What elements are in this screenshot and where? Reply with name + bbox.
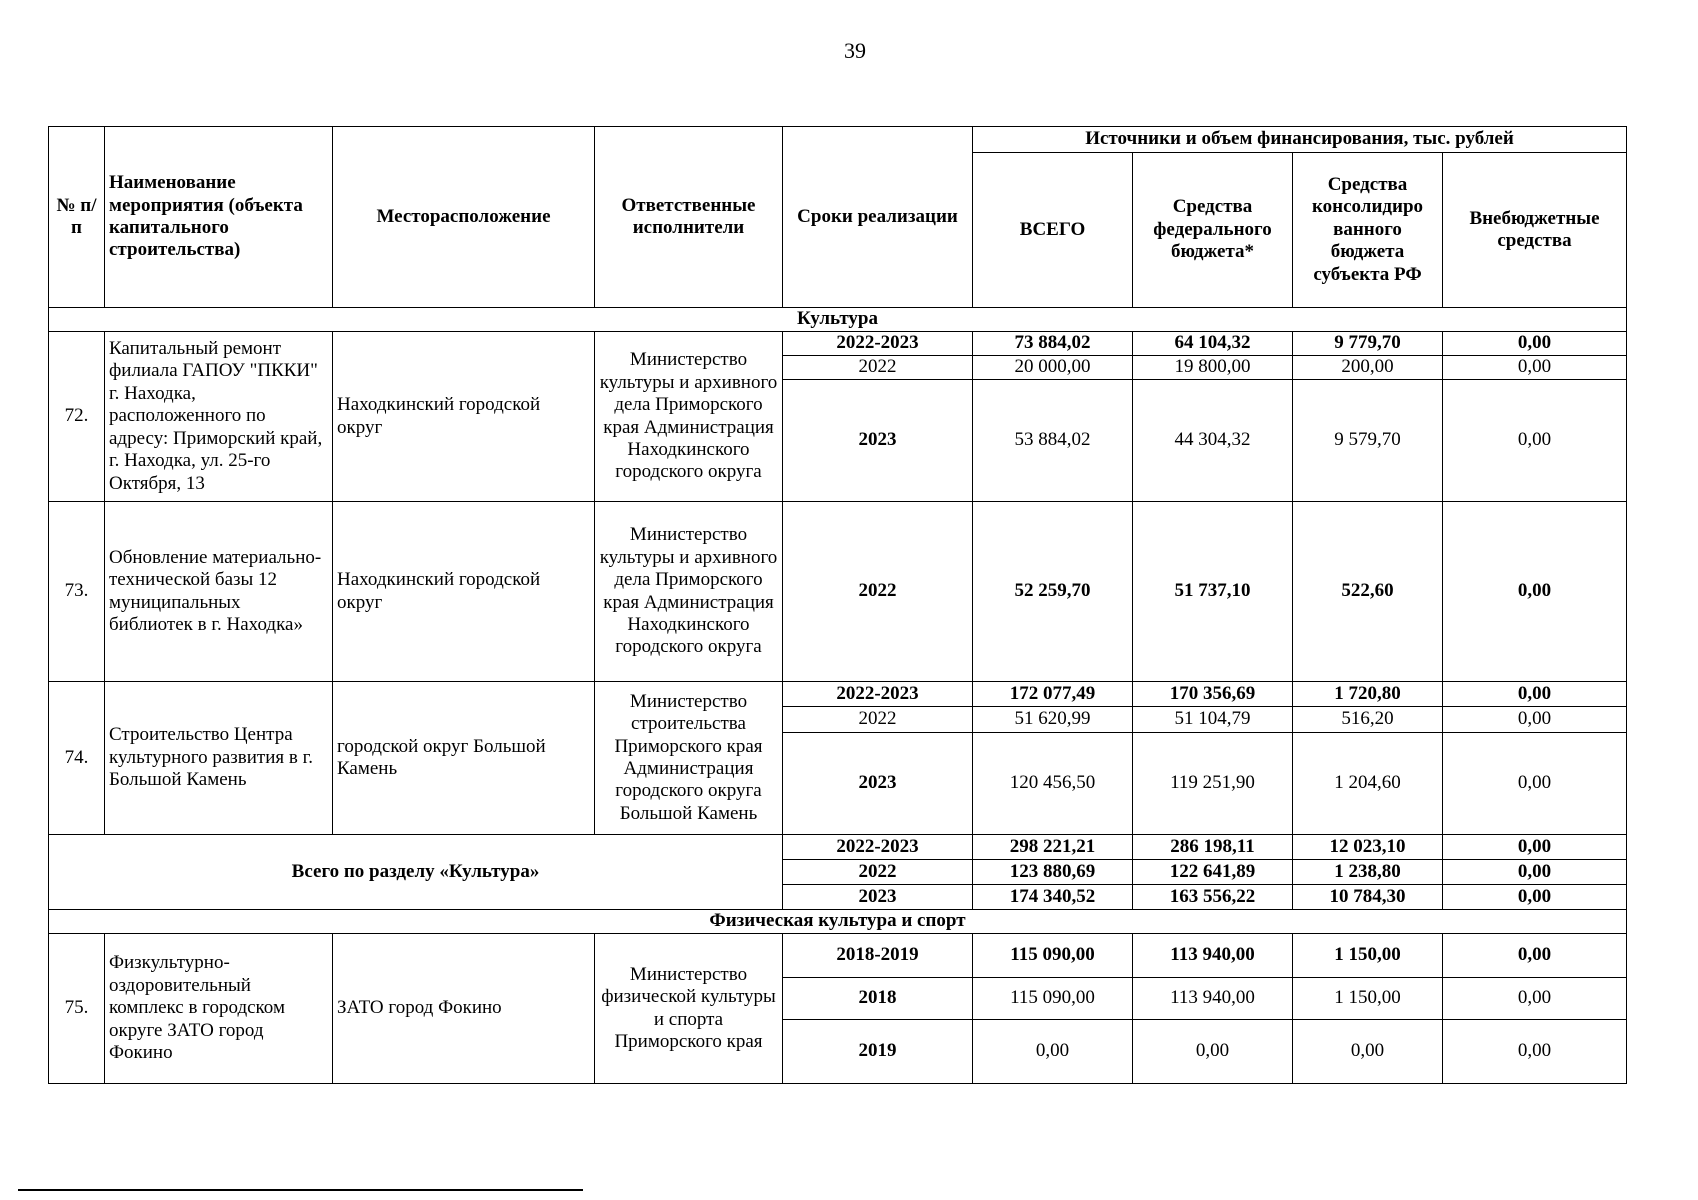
col-header-name: Наименование мероприятия (объекта капитального строительства) — [105, 127, 333, 308]
cell-consolidated: 1 204,60 — [1293, 733, 1443, 835]
section-row-culture — [49, 308, 1627, 332]
cell-extra: 0,00 — [1443, 380, 1627, 502]
footer-rule — [18, 1189, 583, 1191]
col-header-executors: Ответственные исполнители — [595, 127, 783, 308]
item-executors: Министерство физической культуры и спорта Приморского края — [595, 934, 783, 1084]
cell-extra: 0,00 — [1443, 733, 1627, 835]
cell-consolidated: 1 150,00 — [1293, 978, 1443, 1020]
cell-extra: 0,00 — [1443, 707, 1627, 733]
col-header-location: Месторасположение — [333, 127, 595, 308]
cell-consolidated: 10 784,30 — [1293, 885, 1443, 910]
item-name: Физкультурно-оздоровительный комплекс в городском округе ЗАТО город Фокино — [105, 934, 333, 1084]
cell-term: 2019 — [783, 1020, 973, 1084]
cell-total: 20 000,00 — [973, 356, 1133, 380]
item-executors: Министерство культуры и архивного дела Приморского края Администрация Находкинского городского округа — [595, 332, 783, 502]
section-row-sport — [49, 910, 1627, 934]
cell-term: 2022 — [783, 502, 973, 682]
col-header-num: № п/п — [49, 127, 105, 308]
item-location: городской округ Большой Камень — [333, 682, 595, 835]
table-row-total — [49, 835, 1627, 860]
cell-total: 174 340,52 — [973, 885, 1133, 910]
cell-total: 123 880,69 — [973, 860, 1133, 885]
cell-extra: 0,00 — [1443, 502, 1627, 682]
item-location: Находкинский городской округ — [333, 332, 595, 502]
item-name: Обновление материально-технической базы 12 муниципальных библиотек в г. Находка» — [105, 502, 333, 682]
cell-federal: 163 556,22 — [1133, 885, 1293, 910]
cell-federal: 286 198,11 — [1133, 835, 1293, 860]
cell-federal: 113 940,00 — [1133, 978, 1293, 1020]
section-title: Физическая культура и спорт — [49, 910, 1627, 934]
cell-federal: 51 104,79 — [1133, 707, 1293, 733]
cell-total: 115 090,00 — [973, 934, 1133, 978]
item-num: 74. — [49, 682, 105, 835]
item-num: 75. — [49, 934, 105, 1084]
cell-federal: 64 104,32 — [1133, 332, 1293, 356]
col-header-extra: Внебюджетные средства — [1443, 153, 1627, 308]
col-header-sources: Источники и объем финансирования, тыс. рублей — [973, 127, 1627, 153]
cell-term: 2023 — [783, 885, 973, 910]
cell-federal: 122 641,89 — [1133, 860, 1293, 885]
cell-extra: 0,00 — [1443, 978, 1627, 1020]
cell-consolidated: 522,60 — [1293, 502, 1443, 682]
item-num: 73. — [49, 502, 105, 682]
cell-federal: 44 304,32 — [1133, 380, 1293, 502]
cell-consolidated: 9 579,70 — [1293, 380, 1443, 502]
cell-term: 2018 — [783, 978, 973, 1020]
cell-consolidated: 9 779,70 — [1293, 332, 1443, 356]
cell-extra: 0,00 — [1443, 934, 1627, 978]
cell-federal: 19 800,00 — [1133, 356, 1293, 380]
cell-consolidated: 516,20 — [1293, 707, 1443, 733]
col-header-consolidated: Средства консолидиро ванного бюджета субъекта РФ — [1293, 153, 1443, 308]
cell-federal: 170 356,69 — [1133, 682, 1293, 707]
culture-total-label: Всего по разделу «Культура» — [49, 835, 783, 910]
cell-term: 2022-2023 — [783, 682, 973, 707]
cell-total: 0,00 — [973, 1020, 1133, 1084]
cell-term: 2022 — [783, 356, 973, 380]
cell-term: 2023 — [783, 733, 973, 835]
cell-federal: 113 940,00 — [1133, 934, 1293, 978]
table-row — [49, 934, 1627, 978]
cell-total: 298 221,21 — [973, 835, 1133, 860]
cell-total: 172 077,49 — [973, 682, 1133, 707]
cell-total: 73 884,02 — [973, 332, 1133, 356]
item-name: Строительство Центра культурного развития в г. Большой Камень — [105, 682, 333, 835]
cell-extra: 0,00 — [1443, 1020, 1627, 1084]
cell-term: 2022 — [783, 707, 973, 733]
cell-extra: 0,00 — [1443, 356, 1627, 380]
cell-consolidated: 12 023,10 — [1293, 835, 1443, 860]
cell-consolidated: 1 720,80 — [1293, 682, 1443, 707]
table-row — [49, 332, 1627, 356]
cell-consolidated: 1 238,80 — [1293, 860, 1443, 885]
item-num: 72. — [49, 332, 105, 502]
cell-term: 2022-2023 — [783, 332, 973, 356]
col-header-total: ВСЕГО — [973, 153, 1133, 308]
cell-federal: 119 251,90 — [1133, 733, 1293, 835]
cell-total: 51 620,99 — [973, 707, 1133, 733]
item-location: Находкинский городской округ — [333, 502, 595, 682]
section-title: Культура — [49, 308, 1627, 332]
cell-total: 53 884,02 — [973, 380, 1133, 502]
table-row — [49, 502, 1627, 682]
cell-extra: 0,00 — [1443, 885, 1627, 910]
cell-term: 2022 — [783, 860, 973, 885]
header-row-1 — [49, 127, 1627, 153]
cell-extra: 0,00 — [1443, 860, 1627, 885]
cell-total: 52 259,70 — [973, 502, 1133, 682]
col-header-federal: Средства федерального бюджета* — [1133, 153, 1293, 308]
item-executors: Министерство строительства Приморского края Администрация городского округа Большой Камень — [595, 682, 783, 835]
cell-federal: 51 737,10 — [1133, 502, 1293, 682]
item-executors: Министерство культуры и архивного дела Приморского края Администрация Находкинского городского округа — [595, 502, 783, 682]
financing-table — [48, 126, 1627, 1084]
col-header-terms: Сроки реализации — [783, 127, 973, 308]
cell-total: 115 090,00 — [973, 978, 1133, 1020]
table-row — [49, 682, 1627, 707]
cell-total: 120 456,50 — [973, 733, 1133, 835]
cell-consolidated: 0,00 — [1293, 1020, 1443, 1084]
item-name: Капитальный ремонт филиала ГАПОУ "ПККИ" г. Находка, расположенного по адресу: Приморский край, г. Находка, ул. 25-го Октября, 13 — [105, 332, 333, 502]
cell-term: 2023 — [783, 380, 973, 502]
cell-consolidated: 1 150,00 — [1293, 934, 1443, 978]
cell-extra: 0,00 — [1443, 682, 1627, 707]
page-number: 39 — [844, 38, 866, 63]
cell-extra: 0,00 — [1443, 835, 1627, 860]
cell-federal: 0,00 — [1133, 1020, 1293, 1084]
cell-consolidated: 200,00 — [1293, 356, 1443, 380]
cell-term: 2022-2023 — [783, 835, 973, 860]
cell-term: 2018-2019 — [783, 934, 973, 978]
item-location: ЗАТО город Фокино — [333, 934, 595, 1084]
cell-extra: 0,00 — [1443, 332, 1627, 356]
